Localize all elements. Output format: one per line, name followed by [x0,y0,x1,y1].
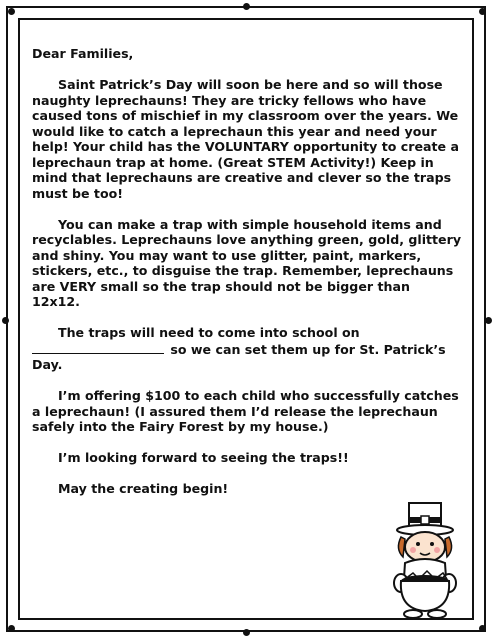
paragraph-due-date [32,325,462,373]
paragraph-signoff: May the creating begin! [58,481,229,496]
leprechaun-illustration [383,497,467,619]
border-dot [243,629,250,636]
paragraph-materials: You can make a trap with simple household items and recyclables. Leprechauns love anything green, gold, glittery and shiny. You may want to use glitter, paint, markers, stickers, etc., to disguise the trap. Remember, leprechauns are VERY small so the trap should not be bigger than 12x12. [32,216,462,309]
paragraph-intro: Saint Patrick’s Day will soon be here and so will those naughty leprechauns! They are tricky fellows who have caused tons of mischief in my classroom over the years. We would like to catch a leprechaun this year and need your help! Your child has the VOLUNTARY opportunity to create a leprechaun trap at home. (Great STEM Activity!) Keep in mind that leprechauns are creative and clever so the traps must be too! [32,77,459,201]
due-date-text-end: so we can set them up for St. Patrick’s Day. [32,341,446,372]
due-date-blank-line [32,341,164,354]
border-dot [485,317,492,324]
border-dot [8,625,15,632]
border-dot [479,8,486,15]
paragraph-closing: I’m looking forward to seeing the traps!! [58,450,349,465]
letter-body [32,46,462,512]
border-dot [2,317,9,324]
border-dot [243,3,250,10]
border-dot [479,625,486,632]
border-dot [8,8,15,15]
paragraph-reward: I’m offering $100 to each child who successfully catches a leprechaun! (I assured them I’d release the leprechaun safely into the Fairy Forest by my house.) [32,388,459,434]
greeting: Dear Families, [32,46,134,61]
due-date-text-start: The traps will need to come into school on [58,325,360,340]
